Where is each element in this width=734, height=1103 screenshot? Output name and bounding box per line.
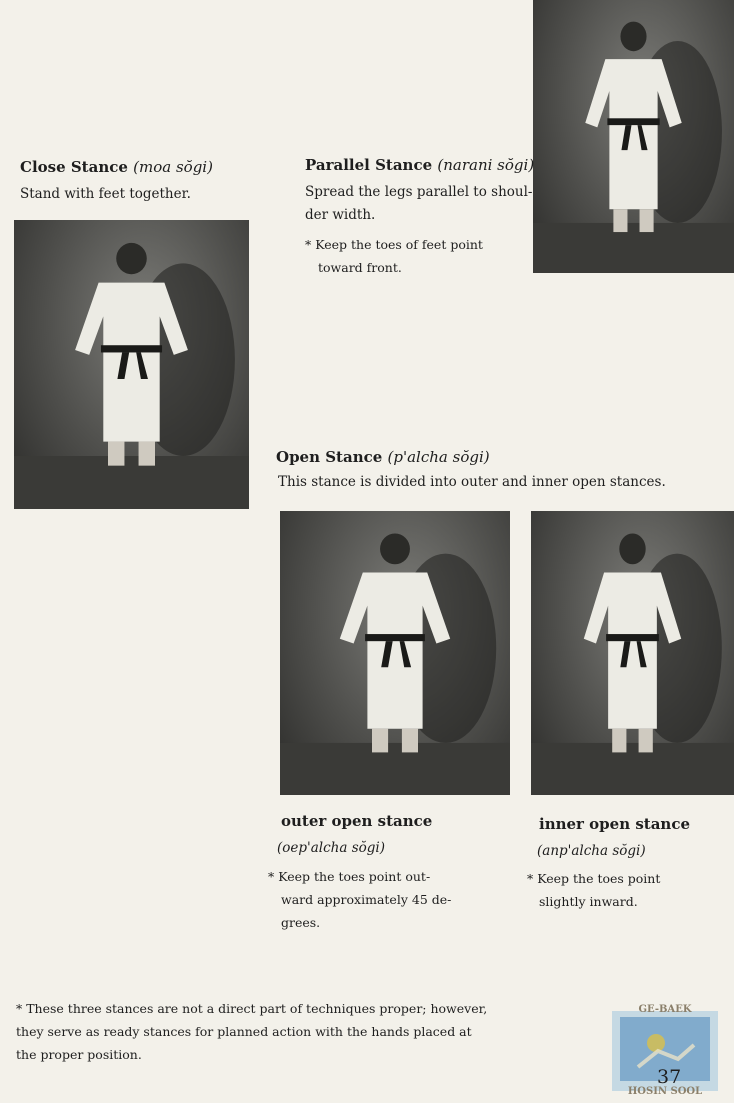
footnote-line-1: * These three stances are not a direct part of techniques proper; however, xyxy=(16,1001,488,1016)
open-stance-description: This stance is divided into outer and inner open stances. xyxy=(278,474,666,490)
parallel-stance-desc-line-2: der width. xyxy=(305,207,376,223)
close-stance-heading xyxy=(20,158,213,176)
photo-outer-open-stance xyxy=(280,511,510,795)
open-stance-heading xyxy=(276,448,490,466)
page-number: 37 xyxy=(657,1066,682,1088)
parallel-stance-heading xyxy=(305,156,534,174)
photo-parallel-stance xyxy=(533,0,734,273)
photo-close-stance xyxy=(14,220,249,509)
outer-open-note-line-3: grees. xyxy=(281,915,321,930)
close-stance-term: (moa sŏgi) xyxy=(133,158,213,176)
outer-open-note-line-1: * Keep the toes point out- xyxy=(268,869,431,884)
parallel-stance-term: (narani sŏgi) xyxy=(437,156,535,174)
parallel-stance-desc-line-1: Spread the legs parallel to shoul- xyxy=(305,184,533,200)
parallel-stance-note-line-1: * Keep the toes of feet point xyxy=(305,237,483,252)
close-stance-description: Stand with feet together. xyxy=(20,186,191,202)
outer-open-stance-term: (oep'alcha sŏgi) xyxy=(277,840,385,856)
parallel-stance-note-line-2: toward front. xyxy=(318,260,402,275)
footnote-line-3: the proper position. xyxy=(16,1047,142,1062)
inner-open-note-line-1: * Keep the toes point xyxy=(527,871,661,886)
close-stance-title: Close Stance xyxy=(20,158,128,176)
logo-bottom-text: HOSIN SOOL xyxy=(627,1086,703,1097)
photo-inner-open-stance xyxy=(531,511,734,795)
open-stance-title: Open Stance xyxy=(276,448,383,466)
outer-open-note-line-2: ward approximately 45 de- xyxy=(281,892,452,907)
footnote-line-2: they serve as ready stances for planned action with the hands placed at xyxy=(16,1024,472,1039)
outer-open-stance-title: outer open stance xyxy=(281,812,433,830)
inner-open-note-line-2: slightly inward. xyxy=(539,894,638,909)
open-stance-term: (p'alcha sŏgi) xyxy=(387,448,490,466)
parallel-stance-title: Parallel Stance xyxy=(305,156,433,174)
logo-top-text: GE-BAEK xyxy=(638,1004,692,1015)
inner-open-stance-term: (anp'alcha sŏgi) xyxy=(537,843,646,859)
inner-open-stance-title: inner open stance xyxy=(539,815,691,833)
